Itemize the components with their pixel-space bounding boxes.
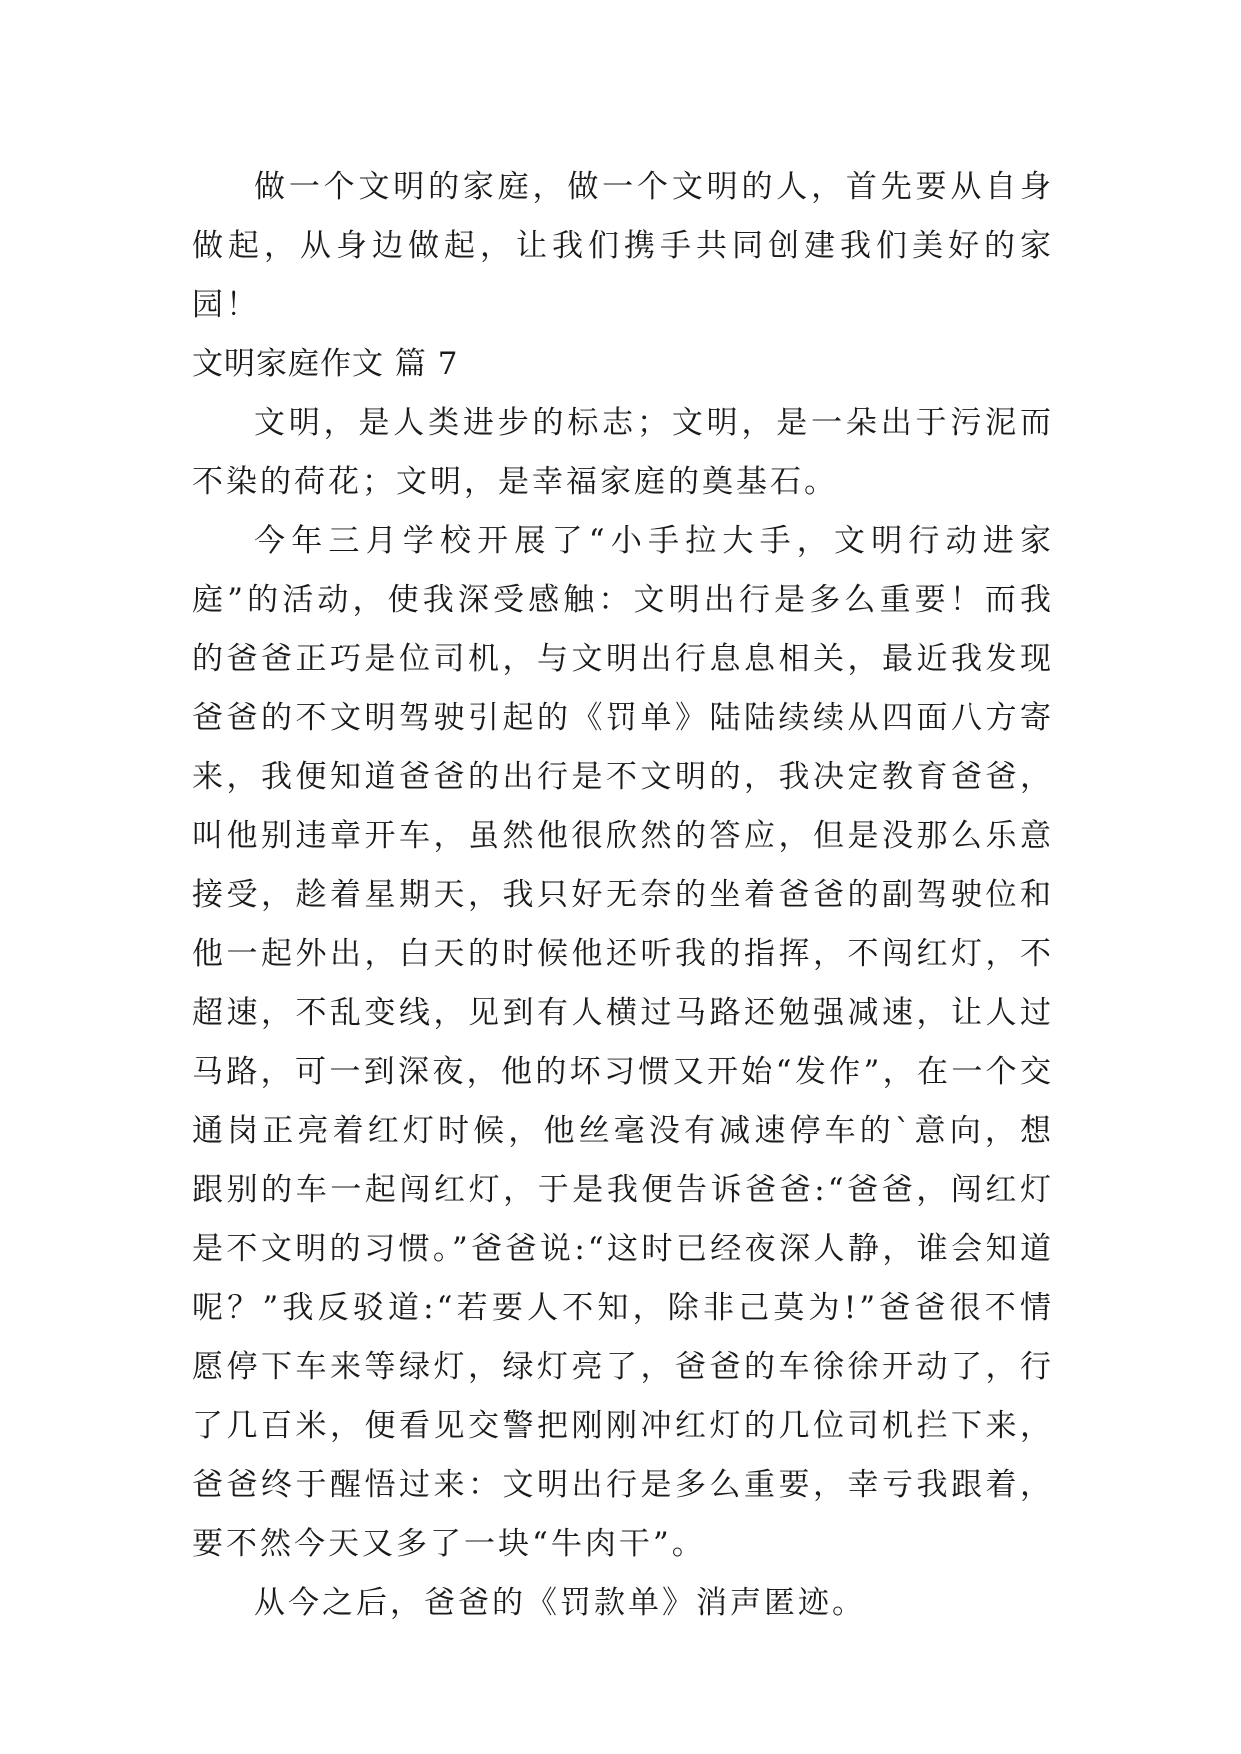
intro-paragraph: 做一个文明的家庭，做一个文明的人，首先要从自身做起，从身边做起，让我们携手共同创建我们美好的家园！ <box>192 169 1054 323</box>
paragraph-story: 今年三月学校开展了“小手拉大手，文明行动进家庭”的活动，使我深受感触：文明出行是多么重要！而我的爸爸正巧是位司机，与文明出行息息相关，最近我发现爸爸的不文明驾驶引起的《罚单》陆陆续续从四面八方寄来，我便知道爸爸的出行是不文明的，我决定教育爸爸，叫他别违章开车，虽然他很欣然的答应，但是没那么乐意接受，趁着星期天，我只好无奈的坐着爸爸的副驾驶位和他一起外出，白天的时候他还听我的指挥，不闯红灯，不超速，不乱变线，见到有人横过马路还勉强减速，让人过马路，可一到深夜，他的坏习惯又开始“发作”，在一个交通岗正亮着红灯时候，他丝毫没有减速停车的`意向，想跟别的车一起闯红灯，于是我便告诉爸爸:“爸爸，闯红灯是不文明的习惯。”爸爸说:“这时已经夜深人静，谁会知道呢？”我反驳道:“若要人不知，除非己莫为!”爸爸很不情愿停下车来等绿灯，绿灯亮了，爸爸的车徐徐开动了，行了几百米，便看见交警把刚刚冲红灯的几位司机拦下来，爸爸终于醒悟过来：文明出行是多么重要，幸亏我跟着，要不然今天又多了一块“牛肉干”。 <box>192 523 1054 1562</box>
section-title: 文明家庭作文 篇 7 <box>192 346 459 382</box>
paragraph-civilization: 文明，是人类进步的标志；文明，是一朵出于污泥而不染的荷花；文明，是幸福家庭的奠基石。 <box>192 405 1054 500</box>
document-body <box>192 158 1054 1633</box>
paragraph-conclusion: 从今之后，爸爸的《罚款单》消声匿迹。 <box>254 1585 866 1621</box>
